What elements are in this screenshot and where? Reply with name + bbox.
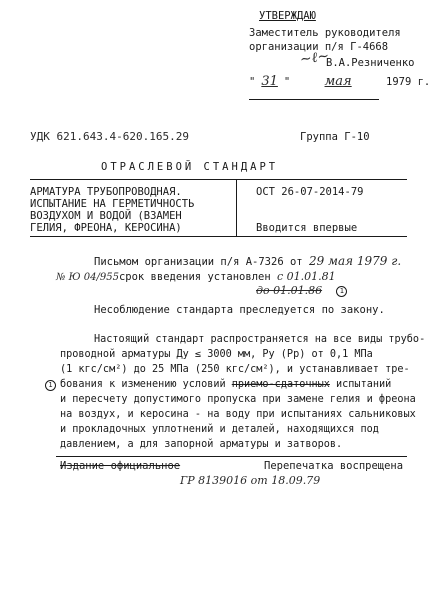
approval-line-2: организации п/я Г-4668 bbox=[249, 41, 389, 53]
approval-heading: УТВЕРЖДАЮ bbox=[259, 10, 316, 22]
title-line-3: ВОЗДУХОМ И ВОДОЙ (ВЗАМЕН bbox=[30, 210, 182, 222]
letter-number: № Ю 04/955 bbox=[56, 272, 119, 283]
approval-date: " 31 " мая 1979 г. bbox=[249, 74, 431, 89]
amendment-mark: 1 bbox=[336, 286, 347, 297]
title-line-4: ГЕЛИЯ, ФРЕОНА, КЕРОСИНА) bbox=[30, 222, 182, 234]
letter-line bbox=[94, 254, 401, 268]
approval-day: 31 bbox=[261, 74, 278, 89]
approval-month: мая bbox=[324, 74, 352, 89]
group-code: Группа Г-10 bbox=[300, 131, 370, 143]
body-line-4-struck: приемо-сдаточных bbox=[231, 379, 330, 390]
footer-registration: ГР 8139016 от 18.09.79 bbox=[180, 474, 321, 487]
letter-term: с 01.01.81 bbox=[276, 270, 336, 283]
title-bottom-rule bbox=[30, 236, 407, 237]
body-line-1: Настоящий стандарт распространяется на все виды трубо- bbox=[94, 334, 426, 345]
body-line-2: проводной арматуры Ду ≤ 3000 мм, Ру (Рр) от 0,1 МПа bbox=[60, 349, 373, 360]
footer-reprint: Перепечатка воспрещена bbox=[264, 460, 404, 472]
title-top-rule bbox=[30, 179, 407, 180]
approval-year: 1979 г. bbox=[386, 76, 431, 88]
letter-number-line bbox=[56, 270, 336, 283]
title-divider bbox=[236, 179, 237, 237]
approval-line-1: Заместитель руководителя bbox=[249, 27, 401, 39]
letter-date: 29 мая 1979 г. bbox=[308, 254, 402, 268]
letter-text: Письмом организации п/я А-7326 от bbox=[94, 256, 303, 268]
body-line-8: давлением, а для запорной арматуры и затворов. bbox=[60, 439, 343, 450]
margin-amendment-mark: 1 bbox=[45, 380, 56, 391]
body-line-5: и пересчету допустимого пропуска при замене гелия и фреона bbox=[60, 394, 416, 405]
udk-code: УДК 621.643.4-620.165.29 bbox=[30, 130, 189, 143]
signature-line bbox=[249, 99, 379, 100]
body-line-4 bbox=[60, 379, 391, 390]
struck-term-line bbox=[256, 284, 347, 297]
struck-term: до 01.01.86 bbox=[256, 284, 323, 297]
violation-notice: Несоблюдение стандарта преследуется по закону. bbox=[94, 304, 385, 316]
introduced-note: Вводится впервые bbox=[256, 222, 358, 234]
ost-number: ОСТ 26-07-2014-79 bbox=[256, 186, 364, 198]
title-line-2: ИСПЫТАНИЕ НА ГЕРМЕТИЧНОСТЬ bbox=[30, 198, 195, 210]
footer-edition: Издание официальное bbox=[60, 460, 181, 472]
body-line-4-before: бования к изменению условий bbox=[60, 379, 226, 390]
signature: ~ℓ~ bbox=[298, 48, 331, 68]
body-line-4-after: испытаний bbox=[336, 379, 392, 390]
title-line-1: АРМАТУРА ТРУБОПРОВОДНАЯ. bbox=[30, 186, 182, 198]
letter-term-text: срок введения установлен bbox=[118, 271, 271, 283]
body-line-6: на воздух, и керосина - на воду при испытаниях сальниковых bbox=[60, 409, 416, 420]
body-line-3: (1 кгс/см²) до 25 МПа (250 кгс/см²), и устанавливает тре- bbox=[60, 364, 410, 375]
standard-type: ОТРАСЛЕВОЙ СТАНДАРТ bbox=[101, 161, 279, 173]
footer-rule bbox=[56, 456, 407, 457]
approval-signature-name: В.А.Резниченко bbox=[326, 57, 415, 69]
body-line-7: и прокладочных уплотнений и деталей, находящихся под bbox=[60, 424, 379, 435]
